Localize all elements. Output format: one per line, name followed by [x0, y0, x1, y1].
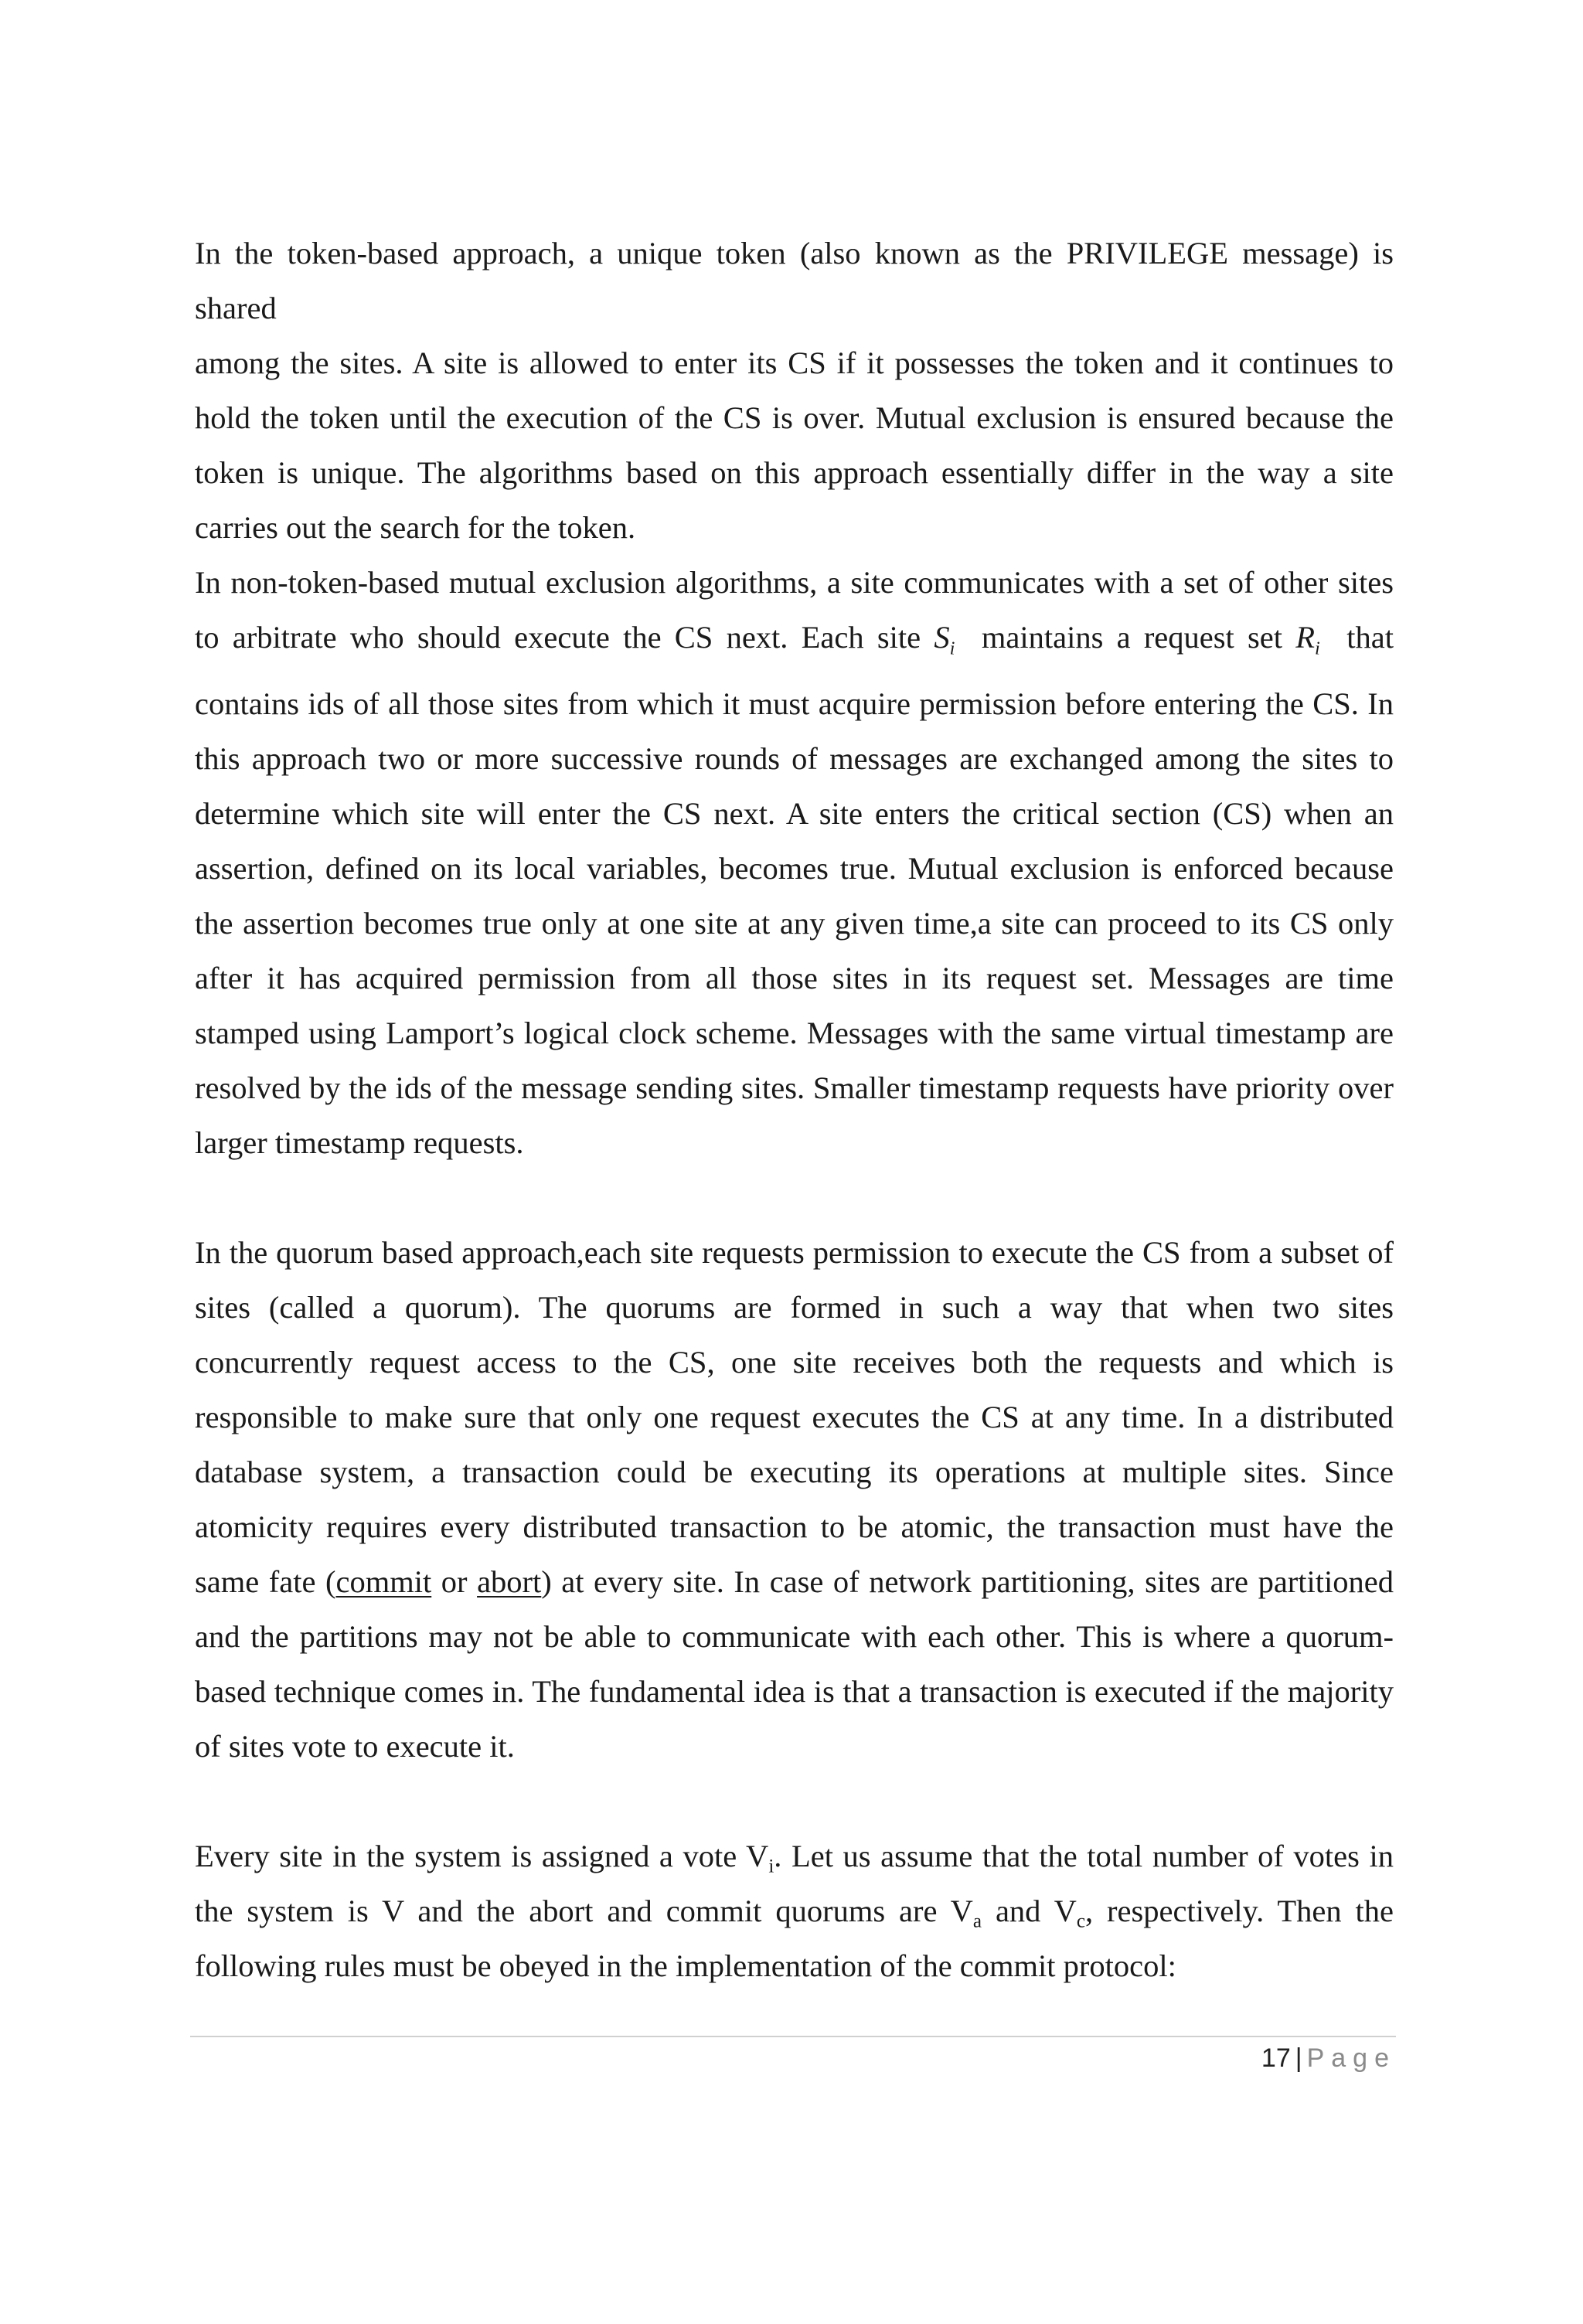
request-set-symbol: $R_i$ — [1295, 620, 1320, 659]
body-text — [195, 226, 1394, 1993]
paragraph-gap — [195, 1170, 1394, 1225]
page-label: Page — [1306, 2043, 1396, 2073]
paragraph-votes: Every site in the system is assigned a vote $V_i$. Let us assume that the total number of votes in the system is V and the abort and commit quorums are $V_a$ and $V_c$, respectively. Then the following rules must be obeyed in the implementation of the commit protocol: — [195, 1838, 1394, 1983]
page-footer — [1261, 2043, 1396, 2074]
site-symbol: $S_i$ — [934, 620, 955, 659]
paragraph-quorum-based: In the quorum based approach,each site requests permission to execute the CS from a subset of sites (called a quorum). The quorums are formed in such a way that when two sites concurrently request access to the CS, one site receives both the requests and which is responsible to make sure that only one request executes the CS at any time. In a distributed database system, a transaction could be executing its operations at multiple sites. Since atomicity requires every distributed transaction to be atomic, the transaction must have the same fate (commit or abort) at every site. In case of network partitioning, sites are partitioned and the partitions may not be able to communicate with each other. This is where a quorum-based technique comes in. The fundamental idea is that a transaction is executed if the majority of sites vote to execute it. — [195, 1234, 1394, 1764]
abort-link[interactable]: abort — [477, 1564, 542, 1599]
paragraph-gap — [195, 1774, 1394, 1829]
paragraph-non-token-based: In non-token-based mutual exclusion algorithms, a site communicates with a set of other sites to arbitrate who should execute the CS next. Each site $S_i$ maintains a request set $R_i$ that contains ids of all those sites from which it must acquire permission before entering the CS. In this approach two or more successive rounds of messages are exchanged among the sites to determine which site will enter the CS next. A site enters the critical section (CS) when an assertion, defined on its local variables, becomes true. Mutual exclusion is enforced because the assertion becomes true only at one site at any given time,a site can proceed to its CS only after it has acquired permission from all those sites in its request set. Messages are time stamped using Lamport’s logical clock scheme. Messages with the same virtual timestamp are resolved by the ids of the message sending sites. Smaller timestamp requests have priority over larger timestamp requests. — [195, 565, 1394, 1160]
footer-separator: | — [1295, 2043, 1302, 2073]
paragraph-token-based: among the sites. A site is allowed to enter its CS if it possesses the token and it continues to hold the token until the execution of the CS is over. Mutual exclusion is ensured because the token is unique. The algorithms based on this approach essentially differ in the way a site carries out the search for the token. — [195, 345, 1394, 545]
page-number: 17 — [1261, 2043, 1291, 2073]
paragraph-token-based-intro: In the token-based approach, a unique token (also known as the PRIVILEGE message) is shared — [195, 236, 1394, 325]
commit-link[interactable]: commit — [335, 1564, 432, 1599]
footer-divider — [190, 2036, 1396, 2037]
